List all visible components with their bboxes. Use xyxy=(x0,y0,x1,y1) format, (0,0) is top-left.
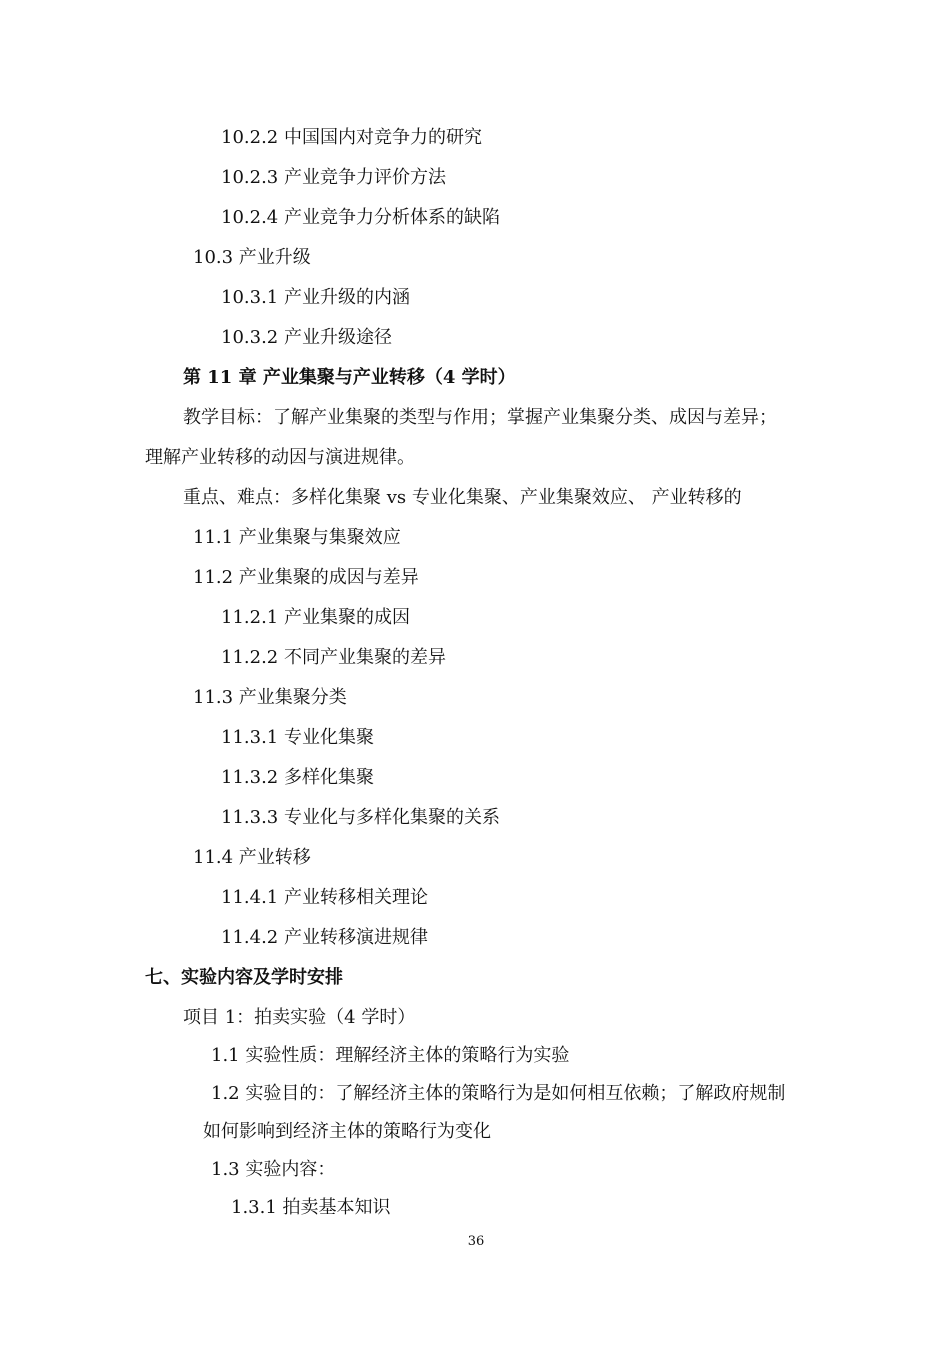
toc-line-10-2-2: 10.2.2 中国国内对竞争力的研究 xyxy=(221,127,482,148)
key-points-line: 重点、难点：多样化集聚 vs 专业化集聚、产业集聚效应、 产业转移的 xyxy=(183,487,742,508)
toc-line-11-4-2: 11.4.2 产业转移演进规律 xyxy=(221,927,428,948)
toc-line-10-2-3: 10.2.3 产业竞争力评价方法 xyxy=(221,167,446,188)
toc-line-11-1: 11.1 产业集聚与集聚效应 xyxy=(193,527,401,548)
section-7-heading: 七、实验内容及学时安排 xyxy=(145,967,343,988)
experiment-purpose-line-2: 如何影响到经济主体的策略行为变化 xyxy=(203,1121,491,1142)
project-1-title: 项目 1：拍卖实验（4 学时） xyxy=(183,1007,416,1028)
toc-line-11-4-1: 11.4.1 产业转移相关理论 xyxy=(221,887,428,908)
experiment-nature-line: 1.1 实验性质：理解经济主体的策略行为实验 xyxy=(211,1045,570,1066)
toc-line-1-3-1: 1.3.1 拍卖基本知识 xyxy=(231,1197,391,1218)
toc-line-11-2-1: 11.2.1 产业集聚的成因 xyxy=(221,607,410,628)
toc-line-11-3-2: 11.3.2 多样化集聚 xyxy=(221,767,374,788)
toc-line-11-3-1: 11.3.1 专业化集聚 xyxy=(221,727,374,748)
experiment-content-line: 1.3 实验内容： xyxy=(211,1159,336,1180)
toc-line-10-3-1: 10.3.1 产业升级的内涵 xyxy=(221,287,410,308)
toc-line-11-2: 11.2 产业集聚的成因与差异 xyxy=(193,567,419,588)
toc-line-11-3-3: 11.3.3 专业化与多样化集聚的关系 xyxy=(221,807,500,828)
toc-line-11-4: 11.4 产业转移 xyxy=(193,847,311,868)
teaching-objective-line-1: 教学目标：了解产业集聚的类型与作用；掌握产业集聚分类、成因与差异； xyxy=(183,407,777,428)
toc-line-10-3: 10.3 产业升级 xyxy=(193,247,311,268)
toc-line-11-2-2: 11.2.2 不同产业集聚的差异 xyxy=(221,647,446,668)
experiment-purpose-line-1: 1.2 实验目的：了解经济主体的策略行为是如何相互依赖；了解政府规制 xyxy=(211,1083,786,1104)
toc-line-10-3-2: 10.3.2 产业升级途径 xyxy=(221,327,392,348)
toc-line-10-2-4: 10.2.4 产业竞争力分析体系的缺陷 xyxy=(221,207,500,228)
toc-line-11-3: 11.3 产业集聚分类 xyxy=(193,687,347,708)
chapter-11-heading: 第 11 章 产业集聚与产业转移（4 学时） xyxy=(183,367,516,388)
teaching-objective-line-2: 理解产业转移的动因与演进规律。 xyxy=(145,447,415,468)
page-number: 36 xyxy=(467,1234,485,1249)
